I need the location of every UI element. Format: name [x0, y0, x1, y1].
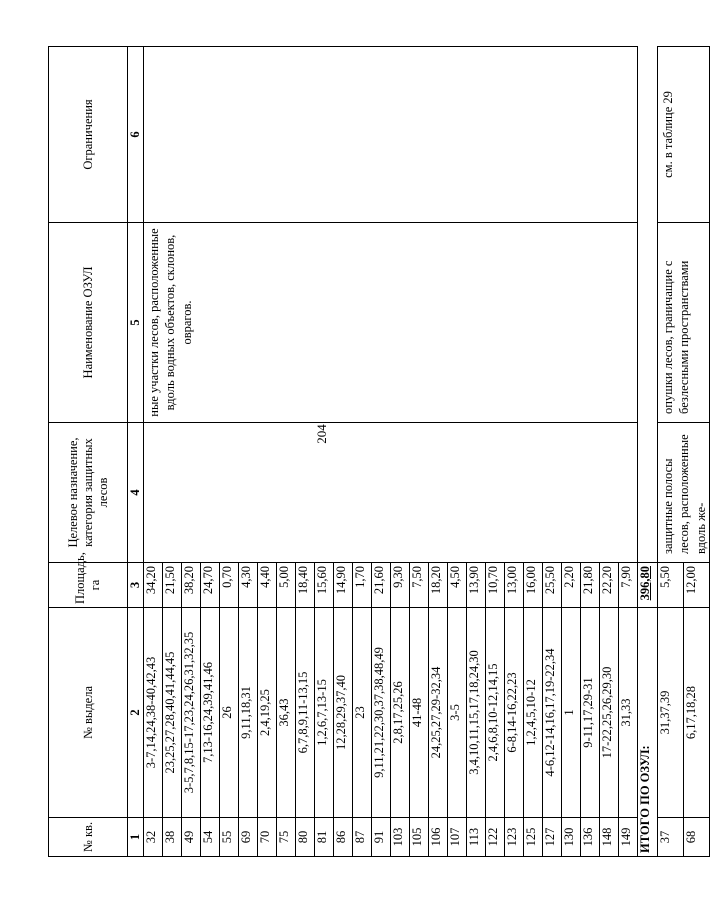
column-number: 2 — [128, 608, 144, 818]
area-cell: 0,70 — [220, 563, 239, 608]
kv-cell: 127 — [543, 818, 562, 857]
vydel-cell: 9,11,21,22,30,37,38,48,49 — [372, 608, 391, 818]
kv-cell: 136 — [581, 818, 600, 857]
vydel-cell: 36,43 — [277, 608, 296, 818]
restriction-cell — [144, 47, 638, 223]
vydel-cell: 9,11,18,31 — [239, 608, 258, 818]
kv-cell: 75 — [277, 818, 296, 857]
area-cell: 4,30 — [239, 563, 258, 608]
kv-cell: 80 — [296, 818, 315, 857]
kv-cell: 70 — [258, 818, 277, 857]
area-cell: 4,50 — [448, 563, 467, 608]
vydel-cell: 2,4,19,25 — [258, 608, 277, 818]
vydel-cell: 3-5,7,8,15-17,23,24,26,31,32,35 — [182, 608, 201, 818]
area-cell: 21,50 — [163, 563, 182, 608]
total-label: ИТОГО ПО ОЗУЛ: — [638, 608, 658, 857]
header-area: Площадь, га — [49, 563, 128, 608]
table-row — [144, 47, 163, 857]
vydel-cell: 4-6,12-14,16,17,19-22,34 — [543, 608, 562, 818]
kv-cell: 81 — [315, 818, 334, 857]
kv-cell: 107 — [448, 818, 467, 857]
area-cell: 38,20 — [182, 563, 201, 608]
ozul-name-cell: ные участки лесов, расположенные вдоль водных объектов, склонов, оврагов. — [144, 223, 638, 423]
area-cell: 2,20 — [562, 563, 581, 608]
kv-cell: 123 — [505, 818, 524, 857]
area-cell: 14,90 — [334, 563, 353, 608]
area-cell: 25,50 — [543, 563, 562, 608]
header-purpose: Целевое назначение, категория защитных лесов — [49, 423, 128, 563]
vydel-cell: 17-22,25,26,29,30 — [600, 608, 619, 818]
vydel-cell: 1,2,4,5,10-12 — [524, 608, 543, 818]
kv-cell: 86 — [334, 818, 353, 857]
vydel-cell: 23,25,27,28,40,41,44,45 — [163, 608, 182, 818]
kv-cell: 130 — [562, 818, 581, 857]
ozul-name-cell: опушки лесов, граничащие с безлесными пространствами — [658, 223, 710, 423]
area-cell: 18,40 — [296, 563, 315, 608]
area-cell: 21,80 — [581, 563, 600, 608]
area-cell: 12,00 — [684, 563, 710, 608]
kv-cell: 125 — [524, 818, 543, 857]
area-cell: 18,20 — [429, 563, 448, 608]
kv-cell: 113 — [467, 818, 486, 857]
area-cell: 22,20 — [600, 563, 619, 608]
kv-cell: 68 — [684, 818, 710, 857]
restriction-cell: см. в таблице 29 — [658, 47, 710, 223]
vydel-cell: 1,2,6,7,13-15 — [315, 608, 334, 818]
kv-cell: 37 — [658, 818, 684, 857]
column-number: 6 — [128, 47, 144, 223]
area-cell: 7,50 — [410, 563, 429, 608]
column-number: 5 — [128, 223, 144, 423]
vydel-cell: 23 — [353, 608, 372, 818]
vydel-cell: 6,7,8,9,11-13,15 — [296, 608, 315, 818]
vydel-cell: 12,28,29,37,40 — [334, 608, 353, 818]
vydel-cell: 31,37,39 — [658, 608, 684, 818]
area-cell: 10,70 — [486, 563, 505, 608]
vydel-cell: 2,8,17,25,26 — [391, 608, 410, 818]
vydel-cell: 3-7,14,24,38-40,42,43 — [144, 608, 163, 818]
header-ozul-name: Наименование ОЗУЛ — [49, 223, 128, 423]
ozul-table — [48, 46, 710, 857]
area-cell: 21,60 — [372, 563, 391, 608]
kv-cell: 103 — [391, 818, 410, 857]
header-vydel: № выдела — [49, 608, 128, 818]
page-number: 204 — [314, 424, 329, 444]
purpose-cell — [144, 423, 638, 563]
kv-cell: 54 — [201, 818, 220, 857]
area-cell: 1,70 — [353, 563, 372, 608]
vydel-cell: 3-5 — [448, 608, 467, 818]
kv-cell: 32 — [144, 818, 163, 857]
vydel-cell: 26 — [220, 608, 239, 818]
header-restrictions: Ограничения — [49, 47, 128, 223]
area-cell: 5,00 — [277, 563, 296, 608]
kv-cell: 38 — [163, 818, 182, 857]
vydel-cell: 7,13-16,24,39,41,46 — [201, 608, 220, 818]
vydel-cell: 41-48 — [410, 608, 429, 818]
area-cell: 24,70 — [201, 563, 220, 608]
vydel-cell: 9-11,17,29-31 — [581, 608, 600, 818]
area-cell: 13,00 — [505, 563, 524, 608]
area-cell: 34,20 — [144, 563, 163, 608]
area-cell: 15,60 — [315, 563, 334, 608]
area-cell: 16,00 — [524, 563, 543, 608]
purpose-cell: защитные полосы лесов, расположенные вдоль же- — [658, 423, 710, 563]
kv-cell: 148 — [600, 818, 619, 857]
header-kv: № кв. — [49, 818, 128, 857]
column-number: 4 — [128, 423, 144, 563]
column-number: 3 — [128, 563, 144, 608]
area-cell: 5,50 — [658, 563, 684, 608]
kv-cell: 149 — [619, 818, 638, 857]
vydel-cell: 3,4,10,11,15,17,18,24,30 — [467, 608, 486, 818]
area-cell: 13,90 — [467, 563, 486, 608]
kv-cell: 69 — [239, 818, 258, 857]
total-area: 396,80 — [638, 563, 658, 608]
kv-cell: 49 — [182, 818, 201, 857]
area-cell: 4,40 — [258, 563, 277, 608]
kv-cell: 105 — [410, 818, 429, 857]
vydel-cell: 6,17,18,28 — [684, 608, 710, 818]
vydel-cell: 1 — [562, 608, 581, 818]
kv-cell: 122 — [486, 818, 505, 857]
column-number: 1 — [128, 818, 144, 857]
vydel-cell: 24,25,27,29-32,34 — [429, 608, 448, 818]
kv-cell: 106 — [429, 818, 448, 857]
area-cell: 7,90 — [619, 563, 638, 608]
kv-cell: 55 — [220, 818, 239, 857]
area-cell: 9,30 — [391, 563, 410, 608]
vydel-cell: 6-8,14-16,22,23 — [505, 608, 524, 818]
kv-cell: 87 — [353, 818, 372, 857]
vydel-cell: 31,33 — [619, 608, 638, 818]
vydel-cell: 2,4,6,8,10-12,14,15 — [486, 608, 505, 818]
kv-cell: 91 — [372, 818, 391, 857]
